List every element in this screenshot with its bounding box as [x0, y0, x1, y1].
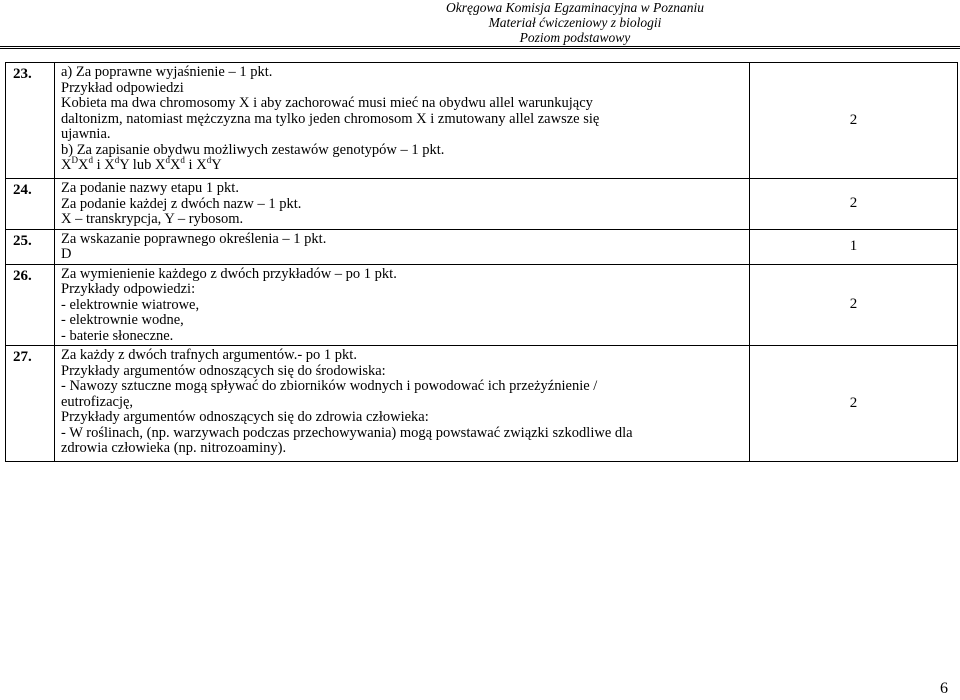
task-points: 2 — [750, 63, 958, 179]
task-content — [55, 63, 750, 179]
header-rule-top — [0, 46, 960, 47]
content-line: ujawnia. — [61, 126, 111, 142]
task-content — [55, 179, 750, 230]
answer-row-26 — [6, 264, 958, 346]
content-line: Za wskazanie poprawnego określenia – 1 pkt. — [61, 230, 327, 247]
content-line: - W roślinach, (np. warzywach podczas przechowywania) mogą powstawać związki szkodliwe dla — [61, 424, 633, 441]
content-line: zdrowia człowieka (np. nitrozoaminy). — [61, 440, 287, 456]
content-line: daltonizm, natomiast mężczyzna ma tylko jeden chromosom X i zmutowany allel zawsze się — [61, 110, 600, 127]
answer-row-24 — [6, 179, 958, 230]
header-level: Poziom podstawowy — [519, 30, 631, 45]
header-rule-bottom — [0, 48, 960, 49]
header-material: Materiał ćwiczeniowy z biologii — [488, 15, 662, 30]
content-line: a) Za poprawne wyjaśnienie – 1 pkt. — [61, 64, 273, 80]
content-line: Za podanie każdej z dwóch nazw – 1 pkt. — [61, 195, 302, 212]
answer-row-25 — [6, 229, 958, 264]
answer-row-27 — [6, 346, 958, 462]
page-header — [0, 0, 960, 46]
task-content — [55, 229, 750, 264]
task-number: 24. — [6, 179, 55, 230]
task-number: 27. — [6, 346, 55, 462]
content-line: Kobieta ma dwa chromosomy X i aby zachorować musi mieć na obydwu allel warunkujący — [61, 95, 593, 111]
task-number: 26. — [6, 264, 55, 346]
task-points: 2 — [750, 264, 958, 346]
content-line: Przykłady argumentów odnoszących się do zdrowia człowieka: — [61, 409, 429, 425]
content-line: Przykład odpowiedzi — [61, 79, 184, 96]
page-number: 6 — [940, 680, 948, 697]
answer-row-23 — [6, 63, 958, 179]
content-line: Za każdy z dwóch trafnych argumentów.- po 1 pkt. — [61, 347, 357, 363]
content-line: - elektrownie wodne, — [61, 312, 184, 328]
task-number: 25. — [6, 229, 55, 264]
answer-key-table — [5, 62, 958, 462]
content-line: Przykłady argumentów odnoszących się do środowiska: — [61, 362, 386, 379]
task-content — [55, 264, 750, 346]
task-points: 2 — [750, 346, 958, 462]
task-points: 2 — [750, 179, 958, 230]
content-line: - baterie słoneczne. — [61, 327, 174, 344]
content-line: - elektrownie wiatrowe, — [61, 296, 200, 313]
content-line: Za wymienienie każdego z dwóch przykładów – po 1 pkt. — [61, 265, 397, 282]
content-line: - Nawozy sztuczne mogą spływać do zbiorników wodnych i powodować ich przeżyźnienie / — [61, 378, 598, 394]
genotype-formula: $X^DX^d$ i $X^dY$ lub $X^dX^d$ i $X^dY$ — [61, 155, 222, 173]
content-line: eutrofizację, — [61, 393, 134, 410]
task-content — [55, 346, 750, 462]
task-number: 23. — [6, 63, 55, 179]
task-points: 1 — [750, 229, 958, 264]
content-line: D — [61, 246, 72, 262]
content-line: Za podanie nazwy etapu 1 pkt. — [61, 180, 239, 196]
content-line: X – transkrypcja, Y – rybosom. — [61, 211, 244, 227]
content-line: Przykłady odpowiedzi: — [61, 281, 196, 297]
header-institution: Okręgowa Komisja Egzaminacyjna w Poznaniu — [446, 0, 704, 15]
content-line: b) Za zapisanie obydwu możliwych zestawów genotypów – 1 pkt. — [61, 141, 445, 158]
